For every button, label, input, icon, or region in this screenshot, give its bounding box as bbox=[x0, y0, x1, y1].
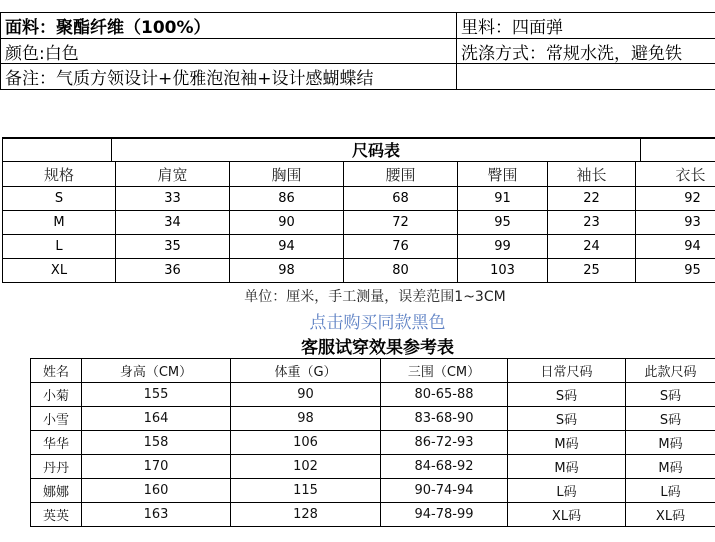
size-cell: 34 bbox=[116, 211, 230, 235]
size-cell: 95 bbox=[636, 259, 715, 283]
color-cell: 颜色:白色 bbox=[0, 39, 457, 64]
tryon-cell: 160 bbox=[82, 479, 231, 503]
size-header-shoulder: 肩宽 bbox=[116, 162, 230, 187]
size-cell: 68 bbox=[344, 187, 458, 211]
size-cell: M bbox=[2, 211, 116, 235]
size-cell: 23 bbox=[548, 211, 636, 235]
size-cell: 36 bbox=[116, 259, 230, 283]
size-header-sleeve: 袖长 bbox=[548, 162, 636, 187]
tryon-cell: 115 bbox=[231, 479, 381, 503]
tryon-cell: 94-78-99 bbox=[381, 503, 508, 527]
tryon-cell: 128 bbox=[231, 503, 381, 527]
size-cell: L bbox=[2, 235, 116, 259]
tryon-header-this-size: 此款尺码 bbox=[626, 358, 715, 383]
size-cell: 72 bbox=[344, 211, 458, 235]
buy-black-link[interactable]: 点击购买同款黑色 bbox=[309, 312, 446, 332]
tryon-cell: 华华 bbox=[30, 431, 82, 455]
tryon-cell: S码 bbox=[508, 383, 626, 407]
size-cell: 80 bbox=[344, 259, 458, 283]
tryon-cell: XL码 bbox=[626, 503, 715, 527]
tryon-cell: M码 bbox=[508, 431, 626, 455]
size-cell: 94 bbox=[230, 235, 344, 259]
tryon-cell: 84-68-92 bbox=[381, 455, 508, 479]
size-header-waist: 腰围 bbox=[344, 162, 458, 187]
tryon-header-name: 姓名 bbox=[30, 358, 82, 383]
tryon-cell: S码 bbox=[626, 383, 715, 407]
size-cell: 25 bbox=[548, 259, 636, 283]
tryon-header-weight: 体重（G） bbox=[231, 358, 381, 383]
size-cell: 95 bbox=[458, 211, 548, 235]
size-title-left-cell bbox=[2, 137, 112, 162]
size-header-spec: 规格 bbox=[2, 162, 116, 187]
size-cell: 103 bbox=[458, 259, 548, 283]
lining-cell: 里料：四面弹 bbox=[457, 12, 715, 39]
size-cell: 94 bbox=[636, 235, 715, 259]
tryon-cell: 158 bbox=[82, 431, 231, 455]
size-title-right-cell bbox=[640, 137, 715, 162]
tryon-header-usual-size: 日常尺码 bbox=[508, 358, 626, 383]
tryon-cell: M码 bbox=[626, 431, 715, 455]
tryon-cell: 106 bbox=[231, 431, 381, 455]
tryon-cell: M码 bbox=[508, 455, 626, 479]
tryon-cell: L码 bbox=[508, 479, 626, 503]
tryon-cell: 英英 bbox=[30, 503, 82, 527]
size-cell: 86 bbox=[230, 187, 344, 211]
size-cell: 90 bbox=[230, 211, 344, 235]
tryon-cell: XL码 bbox=[508, 503, 626, 527]
size-cell: 98 bbox=[230, 259, 344, 283]
size-cell: 22 bbox=[548, 187, 636, 211]
tryon-cell: S码 bbox=[626, 407, 715, 431]
size-cell: 93 bbox=[636, 211, 715, 235]
tryon-cell: 164 bbox=[82, 407, 231, 431]
tryon-table-title: 客服试穿效果参考表 bbox=[301, 337, 454, 357]
size-cell: 35 bbox=[116, 235, 230, 259]
wash-cell: 洗涤方式：常规水洗，避免铁 bbox=[457, 39, 715, 64]
tryon-cell: 小菊 bbox=[30, 383, 82, 407]
size-cell: XL bbox=[2, 259, 116, 283]
tryon-header-height: 身高（CM） bbox=[82, 358, 231, 383]
tryon-cell: 86-72-93 bbox=[381, 431, 508, 455]
tryon-cell: S码 bbox=[508, 407, 626, 431]
tryon-cell: 102 bbox=[231, 455, 381, 479]
tryon-cell: M码 bbox=[626, 455, 715, 479]
size-header-length: 衣长 bbox=[636, 162, 715, 187]
size-cell: 91 bbox=[458, 187, 548, 211]
size-cell: 24 bbox=[548, 235, 636, 259]
size-header-hip: 臀围 bbox=[458, 162, 548, 187]
remark-cell: 备注：气质方领设计+优雅泡泡袖+设计感蝴蝶结 bbox=[0, 64, 457, 90]
size-header-bust: 胸围 bbox=[230, 162, 344, 187]
fabric-cell: 面料：聚酯纤维（100%） bbox=[0, 12, 457, 39]
size-cell: S bbox=[2, 187, 116, 211]
tryon-cell: 80-65-88 bbox=[381, 383, 508, 407]
size-cell: 33 bbox=[116, 187, 230, 211]
tryon-cell: 娜娜 bbox=[30, 479, 82, 503]
tryon-cell: 小雪 bbox=[30, 407, 82, 431]
tryon-cell: 丹丹 bbox=[30, 455, 82, 479]
tryon-cell: 98 bbox=[231, 407, 381, 431]
unit-note: 单位：厘米，手工测量，误差范围1~3CM bbox=[244, 289, 506, 305]
tryon-header-measure: 三围（CM） bbox=[381, 358, 508, 383]
empty-cell bbox=[457, 64, 715, 90]
tryon-cell: 83-68-90 bbox=[381, 407, 508, 431]
tryon-cell: L码 bbox=[626, 479, 715, 503]
tryon-cell: 155 bbox=[82, 383, 231, 407]
tryon-cell: 90 bbox=[231, 383, 381, 407]
size-cell: 92 bbox=[636, 187, 715, 211]
size-cell: 76 bbox=[344, 235, 458, 259]
tryon-cell: 163 bbox=[82, 503, 231, 527]
tryon-cell: 90-74-94 bbox=[381, 479, 508, 503]
size-chart-title: 尺码表 bbox=[351, 141, 400, 160]
size-cell: 99 bbox=[458, 235, 548, 259]
tryon-cell: 170 bbox=[82, 455, 231, 479]
